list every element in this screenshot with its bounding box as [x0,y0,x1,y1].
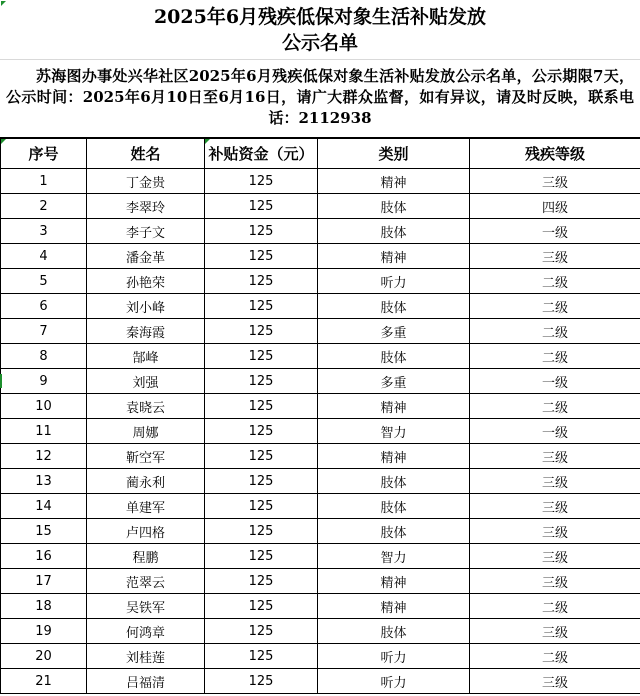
header-category[interactable]: 类别 [318,139,470,169]
cell-amount[interactable]: 125 [205,169,318,194]
cell-index[interactable]: 20 [1,644,87,669]
table-row [1,519,640,544]
cell-amount[interactable]: 125 [205,619,318,644]
row-indicator-marker [0,374,2,388]
cell-name[interactable]: 刘小峰 [87,294,205,319]
table-row [1,419,640,444]
cell-name[interactable]: 吴铁军 [87,594,205,619]
table-row [1,544,640,569]
cell-amount[interactable]: 125 [205,319,318,344]
cell-level[interactable]: 三级 [470,494,640,519]
cell-index[interactable]: 21 [1,669,87,694]
cell-category[interactable]: 肢体 [318,519,470,544]
cell-amount[interactable]: 125 [205,269,318,294]
cell-name[interactable]: 李翠玲 [87,194,205,219]
cell-amount[interactable]: 125 [205,419,318,444]
cell-name[interactable]: 范翠云 [87,569,205,594]
cell-name[interactable]: 李子文 [87,219,205,244]
cell-amount[interactable]: 125 [205,194,318,219]
table-row [1,269,640,294]
cell-level[interactable]: 二级 [470,394,640,419]
cell-category[interactable]: 智力 [318,419,470,444]
table-row [1,594,640,619]
cell-name[interactable]: 何鸿章 [87,619,205,644]
cell-index[interactable]: 9 [1,369,87,394]
cell-name[interactable]: 程鹏 [87,544,205,569]
cell-amount[interactable]: 125 [205,669,318,694]
table-row [1,569,640,594]
cell-category[interactable]: 精神 [318,569,470,594]
cell-category[interactable]: 肢体 [318,494,470,519]
table-row [1,394,640,419]
table-row [1,219,640,244]
cell-amount[interactable]: 125 [205,219,318,244]
cell-name[interactable]: 刘桂莲 [87,644,205,669]
title-line-1: 2025年6月残疾低保对象生活补贴发放 [153,5,487,28]
table-row [1,169,640,194]
cell-amount[interactable]: 125 [205,594,318,619]
cell-category[interactable]: 多重 [318,319,470,344]
cell-amount[interactable]: 125 [205,494,318,519]
cell-name[interactable]: 秦海霞 [87,319,205,344]
cell-amount[interactable]: 125 [205,569,318,594]
cell-name[interactable]: 郜峰 [87,344,205,369]
cell-name[interactable]: 靳空军 [87,444,205,469]
cell-amount[interactable]: 125 [205,644,318,669]
cell-amount[interactable]: 125 [205,369,318,394]
cell-amount[interactable]: 125 [205,544,318,569]
cell-category[interactable]: 精神 [318,244,470,269]
cell-level[interactable]: 三级 [470,544,640,569]
cell-name[interactable]: 刘强 [87,369,205,394]
table-row [1,344,640,369]
cell-category[interactable]: 肢体 [318,194,470,219]
cell-index[interactable]: 3 [1,219,87,244]
cell-category[interactable]: 多重 [318,369,470,394]
cell-index[interactable]: 13 [1,469,87,494]
cell-category[interactable]: 听力 [318,644,470,669]
cell-index[interactable]: 10 [1,394,87,419]
cell-index[interactable]: 12 [1,444,87,469]
cell-level[interactable]: 三级 [470,169,640,194]
table-row [1,319,640,344]
cell-index[interactable]: 4 [1,244,87,269]
cell-name[interactable]: 单建军 [87,494,205,519]
table-row [1,244,640,269]
cell-index[interactable]: 16 [1,544,87,569]
cell-category[interactable]: 肢体 [318,294,470,319]
cell-index[interactable]: 7 [1,319,87,344]
header-name[interactable]: 姓名 [87,139,205,169]
cell-index[interactable]: 5 [1,269,87,294]
cell-name[interactable]: 蔺永利 [87,469,205,494]
table-row [1,619,640,644]
table-row [1,469,640,494]
cell-level[interactable]: 二级 [470,319,640,344]
cell-amount[interactable]: 125 [205,394,318,419]
cell-name[interactable]: 孙艳荣 [87,269,205,294]
cell-level[interactable]: 三级 [470,444,640,469]
cell-comment-marker [1,139,6,144]
table-row [1,294,640,319]
header-index[interactable]: 序号 [1,139,87,169]
cell-level[interactable]: 一级 [470,369,640,394]
cell-name[interactable]: 周娜 [87,419,205,444]
cell-amount[interactable]: 125 [205,344,318,369]
cell-index[interactable]: 19 [1,619,87,644]
table-row [1,444,640,469]
cell-amount[interactable]: 125 [205,294,318,319]
header-amount[interactable]: 补贴资金（元） [205,139,318,169]
title-line-2: 公示名单 [281,31,358,54]
cell-category[interactable]: 肢体 [318,619,470,644]
cell-level[interactable]: 二级 [470,644,640,669]
sheet-title [0,0,640,60]
cell-level[interactable]: 三级 [470,669,640,694]
cell-level[interactable]: 二级 [470,344,640,369]
cell-index[interactable]: 15 [1,519,87,544]
cell-comment-marker [1,1,6,6]
cell-category[interactable]: 精神 [318,394,470,419]
table-row [1,644,640,669]
recipient-table [0,138,640,694]
cell-category[interactable]: 精神 [318,594,470,619]
cell-name[interactable]: 潘金革 [87,244,205,269]
cell-category[interactable]: 精神 [318,169,470,194]
table-row [1,494,640,519]
cell-level[interactable]: 一级 [470,419,640,444]
table-row [1,669,640,694]
header-row [1,139,640,169]
cell-comment-marker [205,139,210,144]
cell-index[interactable]: 11 [1,419,87,444]
cell-level[interactable]: 三级 [470,569,640,594]
cell-amount[interactable]: 125 [205,244,318,269]
cell-name[interactable]: 袁晓云 [87,394,205,419]
cell-index[interactable]: 1 [1,169,87,194]
cell-name[interactable]: 卢四格 [87,519,205,544]
notice-text: 苏海图办事处兴华社区2025年6月残疾低保对象生活补贴发放公示名单，公示期限7天，公示时间：2025年6月10日至6月16日，请广大群众监督，如有异议，请及时反映，联系电话：2112938 [0,60,640,138]
table-body [1,169,640,694]
cell-category[interactable]: 肢体 [318,469,470,494]
cell-level[interactable]: 三级 [470,469,640,494]
cell-level[interactable]: 二级 [470,594,640,619]
cell-level[interactable]: 二级 [470,294,640,319]
cell-index[interactable]: 18 [1,594,87,619]
cell-category[interactable]: 肢体 [318,219,470,244]
cell-level[interactable]: 三级 [470,244,640,269]
cell-level[interactable]: 四级 [470,194,640,219]
cell-level[interactable]: 一级 [470,219,640,244]
cell-category[interactable]: 听力 [318,269,470,294]
cell-index[interactable]: 14 [1,494,87,519]
cell-index[interactable]: 8 [1,344,87,369]
cell-category[interactable]: 智力 [318,544,470,569]
cell-index[interactable]: 2 [1,194,87,219]
cell-amount[interactable]: 125 [205,444,318,469]
cell-index[interactable]: 6 [1,294,87,319]
cell-category[interactable]: 听力 [318,669,470,694]
cell-name[interactable]: 丁金贵 [87,169,205,194]
header-level[interactable]: 残疾等级 [470,139,640,169]
cell-category[interactable]: 精神 [318,444,470,469]
cell-level[interactable]: 二级 [470,269,640,294]
cell-level[interactable]: 三级 [470,519,640,544]
cell-amount[interactable]: 125 [205,469,318,494]
cell-index[interactable]: 17 [1,569,87,594]
cell-category[interactable]: 肢体 [318,344,470,369]
table-row [1,194,640,219]
table-row [1,369,640,394]
cell-level[interactable]: 三级 [470,619,640,644]
cell-amount[interactable]: 125 [205,519,318,544]
cell-name[interactable]: 吕福清 [87,669,205,694]
